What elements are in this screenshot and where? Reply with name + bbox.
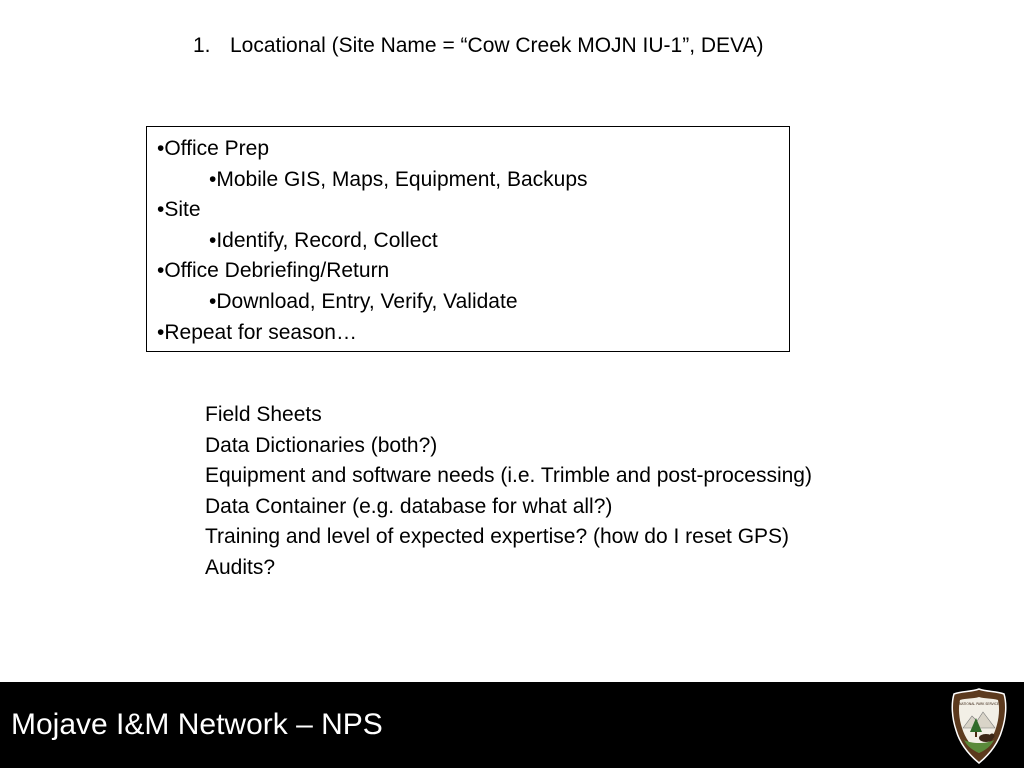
workflow-item-repeat: •Repeat for season… (157, 320, 357, 344)
heading-text: Locational (Site Name = “Cow Creek MOJN IU-1”, DEVA) (230, 34, 764, 57)
heading-number: 1. (193, 34, 211, 57)
emblem-text: NATIONAL PARK SERVICE (959, 702, 999, 706)
note-data-dictionaries: Data Dictionaries (both?) (205, 433, 438, 457)
note-equipment-software: Equipment and software needs (i.e. Trimble and post-processing) (205, 464, 812, 488)
workflow-subitem-identify: •Identify, Record, Collect (209, 228, 438, 252)
note-training: Training and level of expected expertise? (how do I reset GPS) (205, 525, 790, 549)
workflow-subitem-mobile-gis: •Mobile GIS, Maps, Equipment, Backups (209, 167, 588, 191)
workflow-item-office-debriefing: •Office Debriefing/Return (157, 259, 390, 283)
footer-bar (0, 682, 1024, 768)
workflow-box (146, 126, 790, 352)
notes-list (205, 400, 812, 584)
workflow-subitem-download: •Download, Entry, Verify, Validate (209, 289, 518, 313)
note-field-sheets: Field Sheets (205, 403, 322, 426)
slide-heading (193, 34, 764, 58)
note-audits: Audits? (205, 555, 276, 579)
workflow-item-site: •Site (157, 198, 201, 222)
footer-title: Mojave I&M Network – NPS (11, 708, 383, 741)
nps-arrowhead-icon (950, 688, 1008, 764)
workflow-item-office-prep: •Office Prep (157, 137, 270, 160)
note-data-container: Data Container (e.g. database for what all?) (205, 494, 613, 518)
